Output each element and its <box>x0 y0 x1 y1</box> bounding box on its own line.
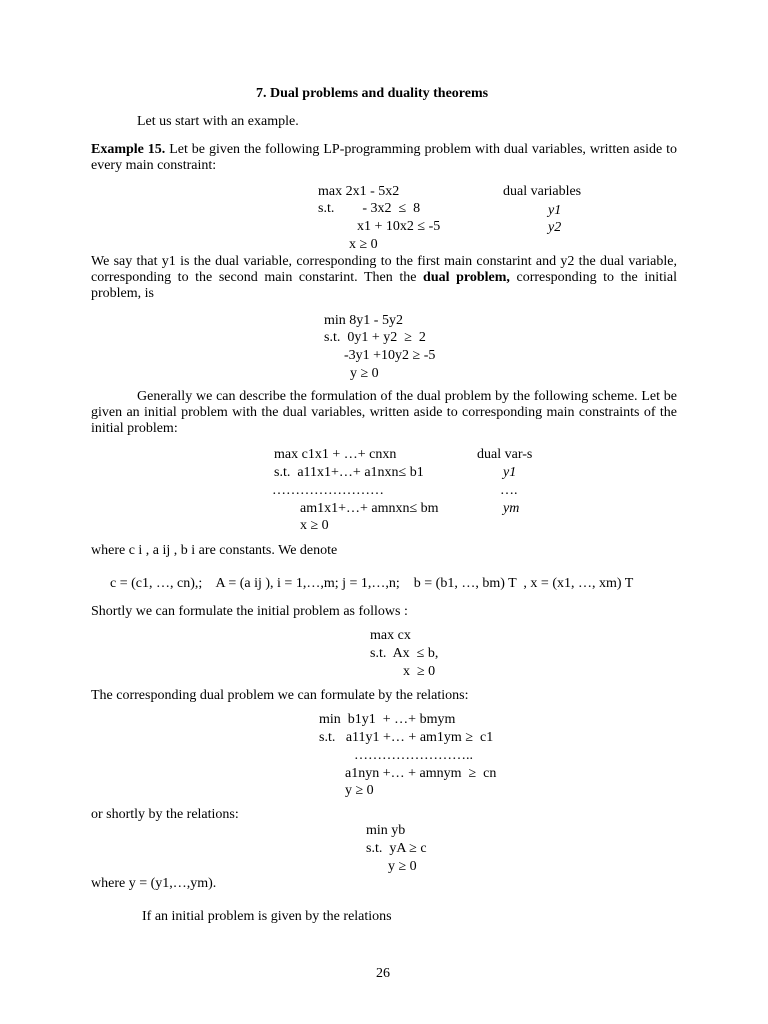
example-paragraph <box>91 142 677 174</box>
dual-constraint-1: s.t. 0y1 + y2 ≥ 2 <box>324 330 426 345</box>
scheme-paragraph: Generally we can describe the formulation of the dual problem by the following scheme. Let be given an initial problem with the dual variables, written aside to corresponding main constraints of the initial problem: <box>91 389 677 436</box>
short-dual-objective: min yb <box>366 823 406 838</box>
general-primal-objective: max c1x1 + …+ cnxn <box>274 447 397 462</box>
primal-dual-header: dual variables <box>503 184 582 199</box>
primal-nonneg: x ≥ 0 <box>349 237 378 252</box>
general-dual-dots: …………………….. <box>354 748 473 763</box>
short-dual-constraint: s.t. yA ≥ c <box>366 841 427 856</box>
dual-problem-term: dual problem, <box>423 270 510 285</box>
primal-constraint-1: s.t. - 3x2 ≤ 8 <box>318 201 421 216</box>
example-label: Example 15. <box>91 142 166 157</box>
intro-text: Let us start with an example. <box>137 114 299 129</box>
primal-objective: max 2x1 - 5x2 <box>318 184 400 199</box>
or-shortly-line: or shortly by the relations: <box>91 807 239 822</box>
general-dual-nonneg: y ≥ 0 <box>345 783 374 798</box>
general-dual-header: dual var-s <box>477 447 533 462</box>
shortly-line: Shortly we can formulate the initial problem as follows : <box>91 604 408 619</box>
primal-dual-var-2: y2 <box>548 220 562 235</box>
general-primal-dots: …………………… <box>272 483 384 498</box>
constants-line: where c i , a ij , b i are constants. We denote <box>91 543 338 558</box>
general-dual-constraint-n: a1nyn +… + amnym ≥ cn <box>345 766 497 781</box>
general-dual-constraint-1: s.t. a11y1 +… + am1ym ≥ c1 <box>319 730 494 745</box>
primal-dual-var-1: y1 <box>548 203 562 218</box>
general-primal-constraint-1: s.t. a11x1+…+ a1nxn≤ b1 <box>274 465 424 480</box>
short-primal-constraint: s.t. Ax ≤ b, <box>370 646 439 661</box>
dual-intro-paragraph <box>91 254 677 302</box>
dual-intro-text-a: We say that y1 is the dual variable, corresponding to the first main constarint and y2 the dual variable, corresponding to the second main constarint. Then the <box>91 254 677 285</box>
dual-objective: min 8y1 - 5y2 <box>324 313 403 328</box>
short-primal-objective: max cx <box>370 628 411 643</box>
primal-constraint-2: x1 + 10x2 ≤ -5 <box>357 219 441 234</box>
denote-line: c = (c1, …, cn),; A = (a ij ), i = 1,…,m; j = 1,…,n; b = (b1, …, bm) T , x = (x1, …, xm) T <box>110 576 634 591</box>
section-title: 7. Dual problems and duality theorems <box>256 86 489 101</box>
example-text: Let be given the following LP-programming problem with dual variables, written aside to every main constraint: <box>91 142 677 173</box>
general-dual-var-m: ym <box>503 501 520 516</box>
dual-constraint-2: -3y1 +10y2 ≥ -5 <box>344 348 436 363</box>
dual-nonneg: y ≥ 0 <box>350 366 379 381</box>
general-primal-constraint-m: am1x1+…+ amnxn≤ bm <box>300 501 439 516</box>
short-dual-nonneg: y ≥ 0 <box>388 859 417 874</box>
general-dual-objective: min b1y1 + …+ bmym <box>319 712 456 727</box>
dual-relations-line: The corresponding dual problem we can formulate by the relations: <box>91 688 469 703</box>
final-line: If an initial problem is given by the relations <box>142 909 392 924</box>
short-primal-nonneg: x ≥ 0 <box>403 664 436 679</box>
general-dual-dots: …. <box>500 483 518 498</box>
general-dual-var-1: y1 <box>503 465 517 480</box>
dual-intro-text-b: corresponding to the initial problem, is <box>91 270 678 301</box>
general-primal-nonneg: x ≥ 0 <box>300 518 329 533</box>
where-y-line: where y = (y1,…,ym). <box>91 876 217 891</box>
page-number: 26 <box>376 966 390 981</box>
